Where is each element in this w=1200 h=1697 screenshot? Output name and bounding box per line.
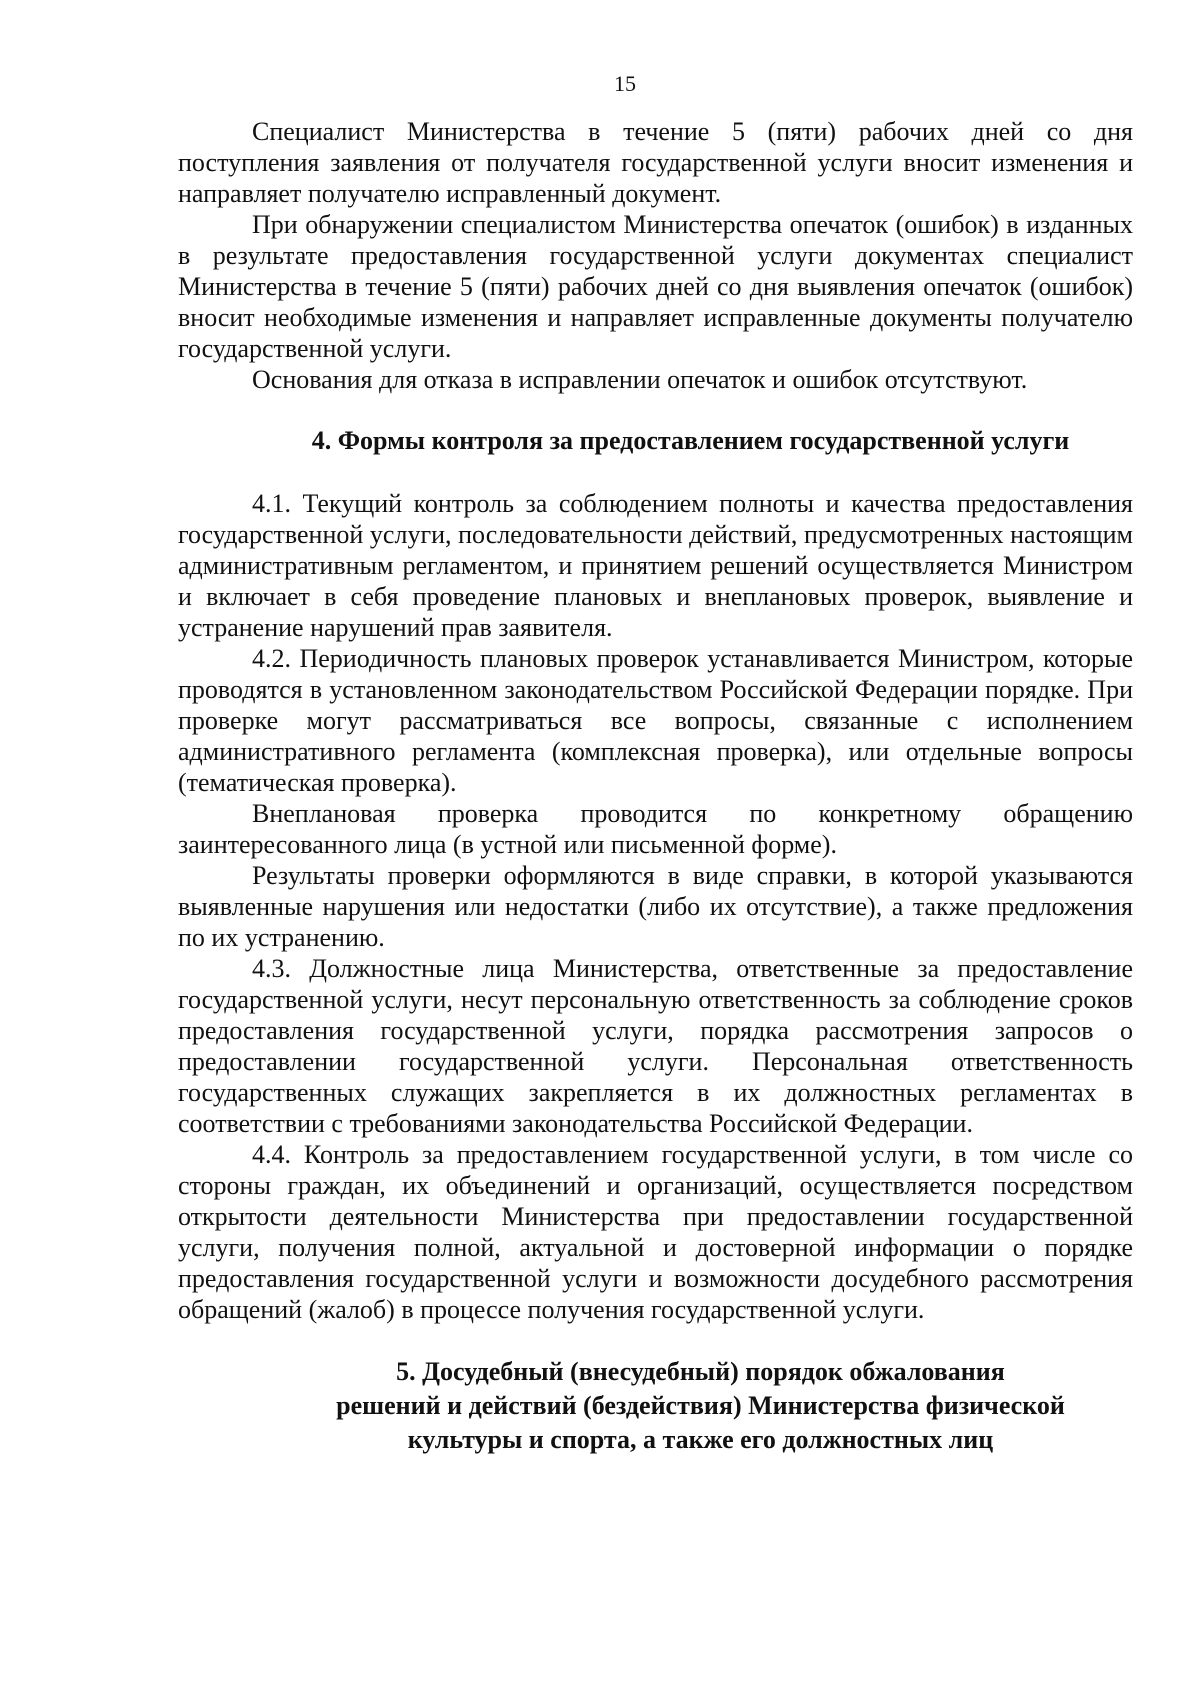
page-number: 15 xyxy=(614,71,636,96)
paragraph: Результаты проверки оформляются в виде справки, в которой указываются выявленные нарушения или недостатки (либо их отсутствие), а также предложения по их устранению. xyxy=(178,861,1133,952)
paragraph: Основания для отказа в исправлении опечаток и ошибок отсутствуют. xyxy=(252,365,1028,394)
paragraph: При обнаружении специалистом Министерства опечаток (ошибок) в изданных в результате предоставления государственной услуги документах специалист Министерства в течение 5 (пяти) рабочих дней со дня выявления опечаток (ошибок) вносит необходимые изменения и направляет исправленные документы получателю государственной услуги. xyxy=(178,210,1133,363)
paragraph-4-2: 4.2. Периодичность плановых проверок устанавливается Министром, которые проводятся в установленном законодательством Российской Федерации порядке. При проверке могут рассматриваться все вопросы, связанные с исполнением административного регламента (комплексная проверка), или отдельные вопросы (тематическая проверка). xyxy=(178,644,1133,797)
section-4-heading: 4. Формы контроля за предоставлением государственной услуги xyxy=(311,426,1070,455)
document-body xyxy=(178,116,1133,1457)
section-5-heading-line: 5. Досудебный (внесудебный) порядок обжалования xyxy=(396,1357,1005,1386)
paragraph-4-3: 4.3. Должностные лица Министерства, ответственные за предоставление государственной услуги, несут персональную ответственность за соблюдение сроков предоставления государственной услуги, порядка рассмотрения запросов о предоставлении государственной услуги. Персональная ответственность государственных служащих закрепляется в их должностных регламентах в соответствии с требованиями законодательства Российской Федерации. xyxy=(178,954,1133,1138)
paragraph: Внеплановая проверка проводится по конкретному обращению заинтересованного лица (в устной или письменной форме). xyxy=(178,799,1133,859)
paragraph-4-4: 4.4. Контроль за предоставлением государственной услуги, в том числе со стороны граждан, их объединений и организаций, осуществляется посредством открытости деятельности Министерства при предоставлении государственной услуги, получения полной, актуальной и достоверной информации о порядке предоставления государственной услуги и возможности досудебного рассмотрения обращений (жалоб) в процессе получения государственной услуги. xyxy=(178,1140,1133,1324)
section-5-heading-line: культуры и спорта, а также его должностных лиц xyxy=(407,1425,994,1454)
paragraph-4-1: 4.1. Текущий контроль за соблюдением полноты и качества предоставления государственной услуги, последовательности действий, предусмотренных настоящим административным регламентом, и принятием решений осуществляется Министром и включает в себя проведение плановых и внеплановых проверок, выявление и устранение нарушений прав заявителя. xyxy=(178,489,1133,642)
paragraph: Специалист Министерства в течение 5 (пяти) рабочих дней со дня поступления заявления от получателя государственной услуги вносит изменения и направляет получателю исправленный документ. xyxy=(178,117,1133,208)
section-5-heading-line: решений и действий (бездействия) Министерства физической xyxy=(336,1391,1065,1420)
section-5-heading xyxy=(178,1355,1133,1457)
